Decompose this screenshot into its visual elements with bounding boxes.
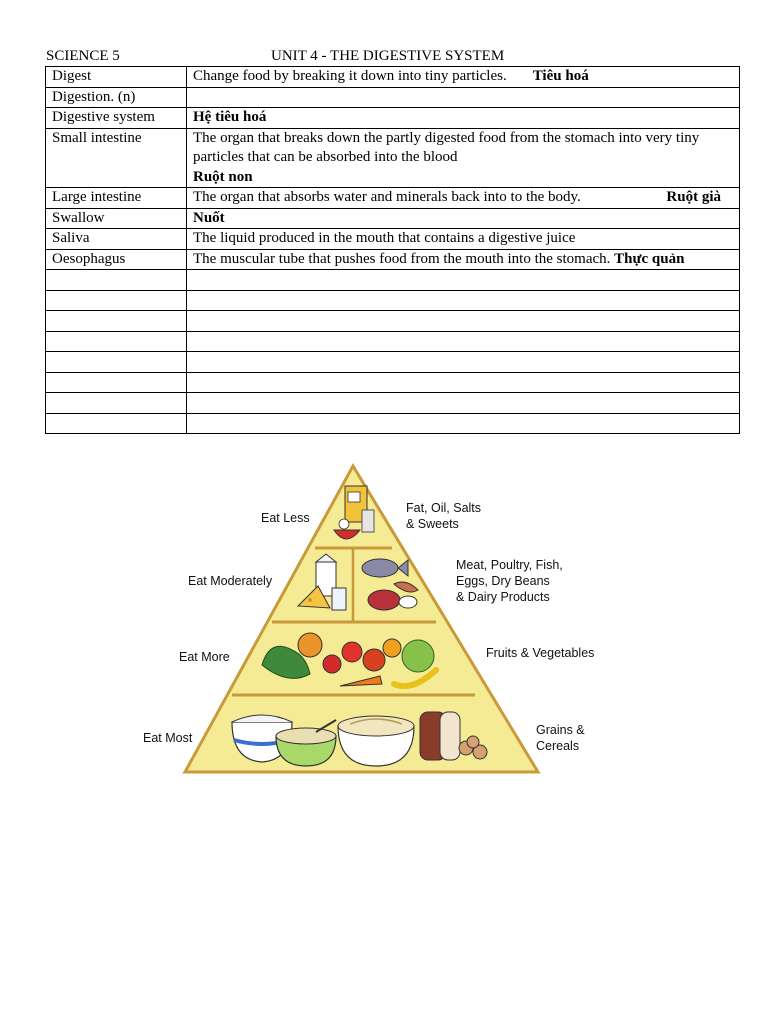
empty-cell — [187, 311, 740, 332]
fruits-vegetables-label: Fruits & Vegetables — [486, 646, 595, 660]
empty-cell — [46, 331, 187, 352]
grains-cereals-label: Grains & Cereals — [536, 723, 585, 753]
table-row — [46, 67, 740, 88]
definition-cell — [187, 87, 740, 108]
definition-text: The muscular tube that pushes food from the mouth into the stomach. — [193, 250, 611, 267]
term-cell: Digestion. (n) — [46, 87, 187, 108]
table-row — [46, 208, 740, 229]
eat-more-label: Eat More — [179, 650, 230, 664]
table-row — [46, 108, 740, 129]
vocabulary-table — [45, 66, 740, 434]
term-cell: Small intestine — [46, 128, 187, 188]
definition-cell — [187, 67, 740, 88]
definition-cell — [187, 128, 740, 188]
empty-cell — [187, 270, 740, 291]
empty-cell — [46, 372, 187, 393]
definition-cell — [187, 208, 740, 229]
empty-cell — [187, 372, 740, 393]
empty-table-row — [46, 372, 740, 393]
term-cell: Oesophagus — [46, 249, 187, 270]
subject-label: SCIENCE 5 — [46, 48, 120, 64]
grains-cereals-illustration — [232, 712, 487, 766]
empty-cell — [187, 413, 740, 434]
definition-cell — [187, 249, 740, 270]
empty-cell — [187, 352, 740, 373]
empty-cell — [46, 311, 187, 332]
empty-table-row — [46, 331, 740, 352]
fats-sweets-label: Fat, Oil, Salts & Sweets — [406, 501, 482, 531]
translation-text: Ruột già — [666, 189, 721, 205]
table-row — [46, 229, 740, 250]
empty-cell — [46, 270, 187, 291]
food-pyramid — [140, 460, 610, 790]
eat-moderately-label: Eat Moderately — [188, 574, 273, 588]
term-cell: Swallow — [46, 208, 187, 229]
empty-table-row — [46, 290, 740, 311]
table-row — [46, 128, 740, 188]
translation-text: Ruột non — [193, 168, 253, 185]
empty-cell — [187, 331, 740, 352]
empty-table-row — [46, 311, 740, 332]
definition-cell — [187, 188, 740, 209]
table-row — [46, 87, 740, 108]
term-cell: Digestive system — [46, 108, 187, 129]
empty-table-row — [46, 352, 740, 373]
empty-cell — [46, 413, 187, 434]
translation-text: Nuốt — [193, 209, 225, 226]
empty-cell — [187, 290, 740, 311]
eat-most-label: Eat Most — [143, 731, 193, 745]
translation-text: Tiêu hoá — [532, 68, 589, 84]
table-row — [46, 249, 740, 270]
eat-less-label: Eat Less — [261, 511, 310, 525]
empty-table-row — [46, 270, 740, 291]
table-row — [46, 188, 740, 209]
term-cell: Saliva — [46, 229, 187, 250]
empty-table-row — [46, 393, 740, 414]
translation-text: Hệ tiêu hoá — [193, 109, 267, 125]
definition-cell — [187, 108, 740, 129]
definition-text: Change food by breaking it down into tiny particles. — [193, 68, 507, 84]
meat-dairy-label: Meat, Poultry, Fish, Eggs, Dry Beans & Dairy Products — [456, 558, 563, 604]
empty-cell — [46, 393, 187, 414]
empty-cell — [187, 393, 740, 414]
term-cell: Large intestine — [46, 188, 187, 209]
unit-title: UNIT 4 - THE DIGESTIVE SYSTEM — [271, 48, 505, 64]
definition-cell: The liquid produced in the mouth that contains a digestive juice — [187, 229, 740, 250]
empty-cell — [46, 290, 187, 311]
empty-cell — [46, 352, 187, 373]
definition-text: The organ that breaks down the partly digested food from the stomach into very tiny particles that can be absorbed into the blood — [193, 129, 700, 165]
term-cell: Digest — [46, 67, 187, 88]
empty-table-row — [46, 413, 740, 434]
translation-text: Thực quản — [614, 250, 685, 267]
definition-text: The organ that absorbs water and minerals back into to the body. — [193, 189, 581, 205]
